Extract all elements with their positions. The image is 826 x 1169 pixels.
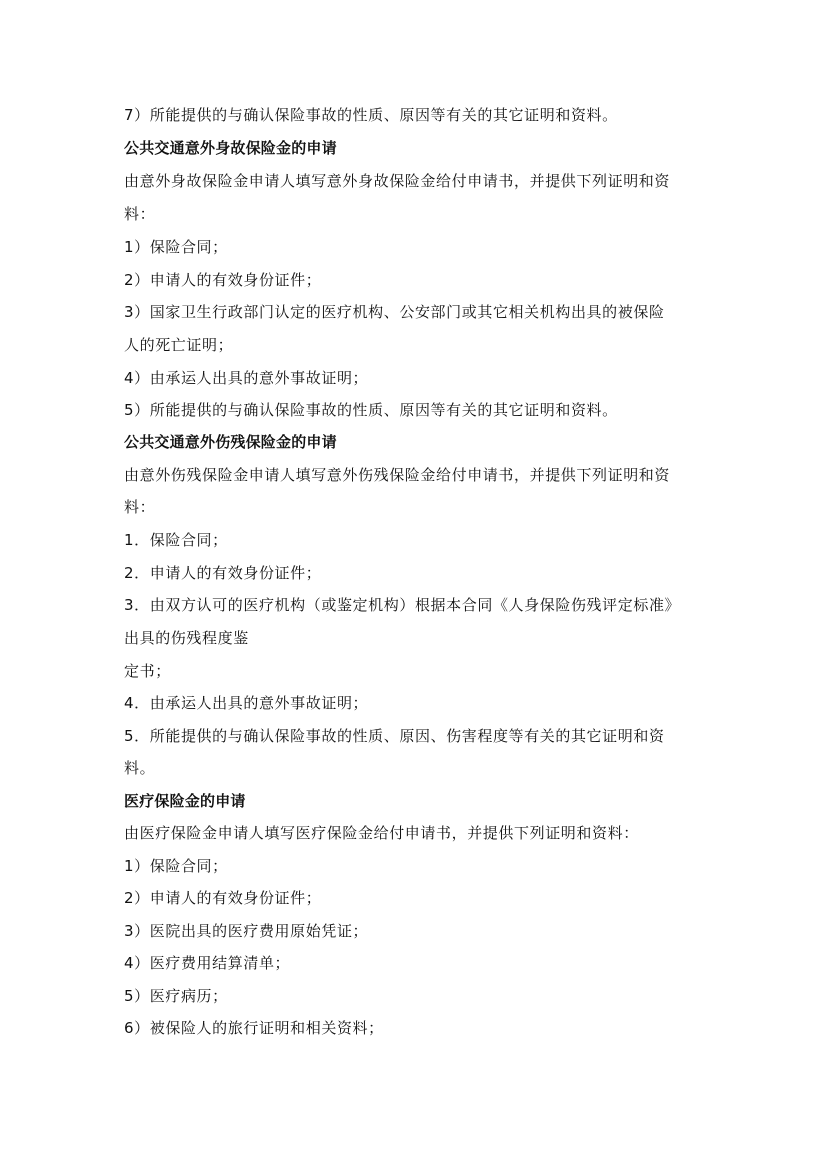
list-item-continuation: 出具的伤残程度鉴 [124, 629, 249, 647]
list-item: 3．由双方认可的医疗机构（或鉴定机构）根据本合同《人身保险伤残评定标准》 [124, 596, 681, 614]
paragraph: 由意外伤残保险金申请人填写意外伤残保险金给付申请书，并提供下列证明和资 [124, 466, 671, 484]
list-item: 2．申请人的有效身份证件； [124, 564, 322, 582]
list-item: 6）被保险人的旅行证明和相关资料； [124, 1019, 384, 1037]
section-heading: 公共交通意外身故保险金的申请 [124, 139, 337, 157]
list-item: 4）医疗费用结算清单； [124, 954, 291, 972]
paragraph-continuation: 料： [124, 498, 156, 516]
list-item: 3）医院出具的医疗费用原始凭证； [124, 922, 369, 940]
list-item: 1）保险合同； [124, 857, 228, 875]
list-item: 4．由承运人出具的意外事故证明； [124, 694, 369, 712]
list-item: 4）由承运人出具的意外事故证明； [124, 369, 369, 387]
paragraph: 由意外身故保险金申请人填写意外身故保险金给付申请书，并提供下列证明和资 [124, 172, 671, 190]
list-item: 7）所能提供的与确认保险事故的性质、原因等有关的其它证明和资料。 [124, 106, 618, 124]
paragraph-continuation: 料： [124, 205, 156, 223]
list-item: 1）保险合同； [124, 238, 228, 256]
list-item-continuation: 人的死亡证明； [124, 336, 234, 354]
list-item: 5．所能提供的与确认保险事故的性质、原因、伤害程度等有关的其它证明和资 [124, 727, 665, 745]
section-heading: 公共交通意外伤残保险金的申请 [124, 433, 337, 451]
list-item: 3）国家卫生行政部门认定的医疗机构、公安部门或其它相关机构出具的被保险 [124, 303, 665, 321]
list-item: 2）申请人的有效身份证件； [124, 271, 322, 289]
list-item: 5）所能提供的与确认保险事故的性质、原因等有关的其它证明和资料。 [124, 401, 618, 419]
paragraph: 由医疗保险金申请人填写医疗保险金给付申请书，并提供下列证明和资料： [124, 824, 639, 842]
list-item: 2）申请人的有效身份证件； [124, 889, 322, 907]
list-item: 5）医疗病历； [124, 987, 228, 1005]
list-item: 1．保险合同； [124, 531, 228, 549]
list-item-continuation: 料。 [124, 759, 156, 777]
list-item-continuation: 定书； [124, 662, 171, 680]
section-heading: 医疗保险金的申请 [124, 792, 246, 810]
